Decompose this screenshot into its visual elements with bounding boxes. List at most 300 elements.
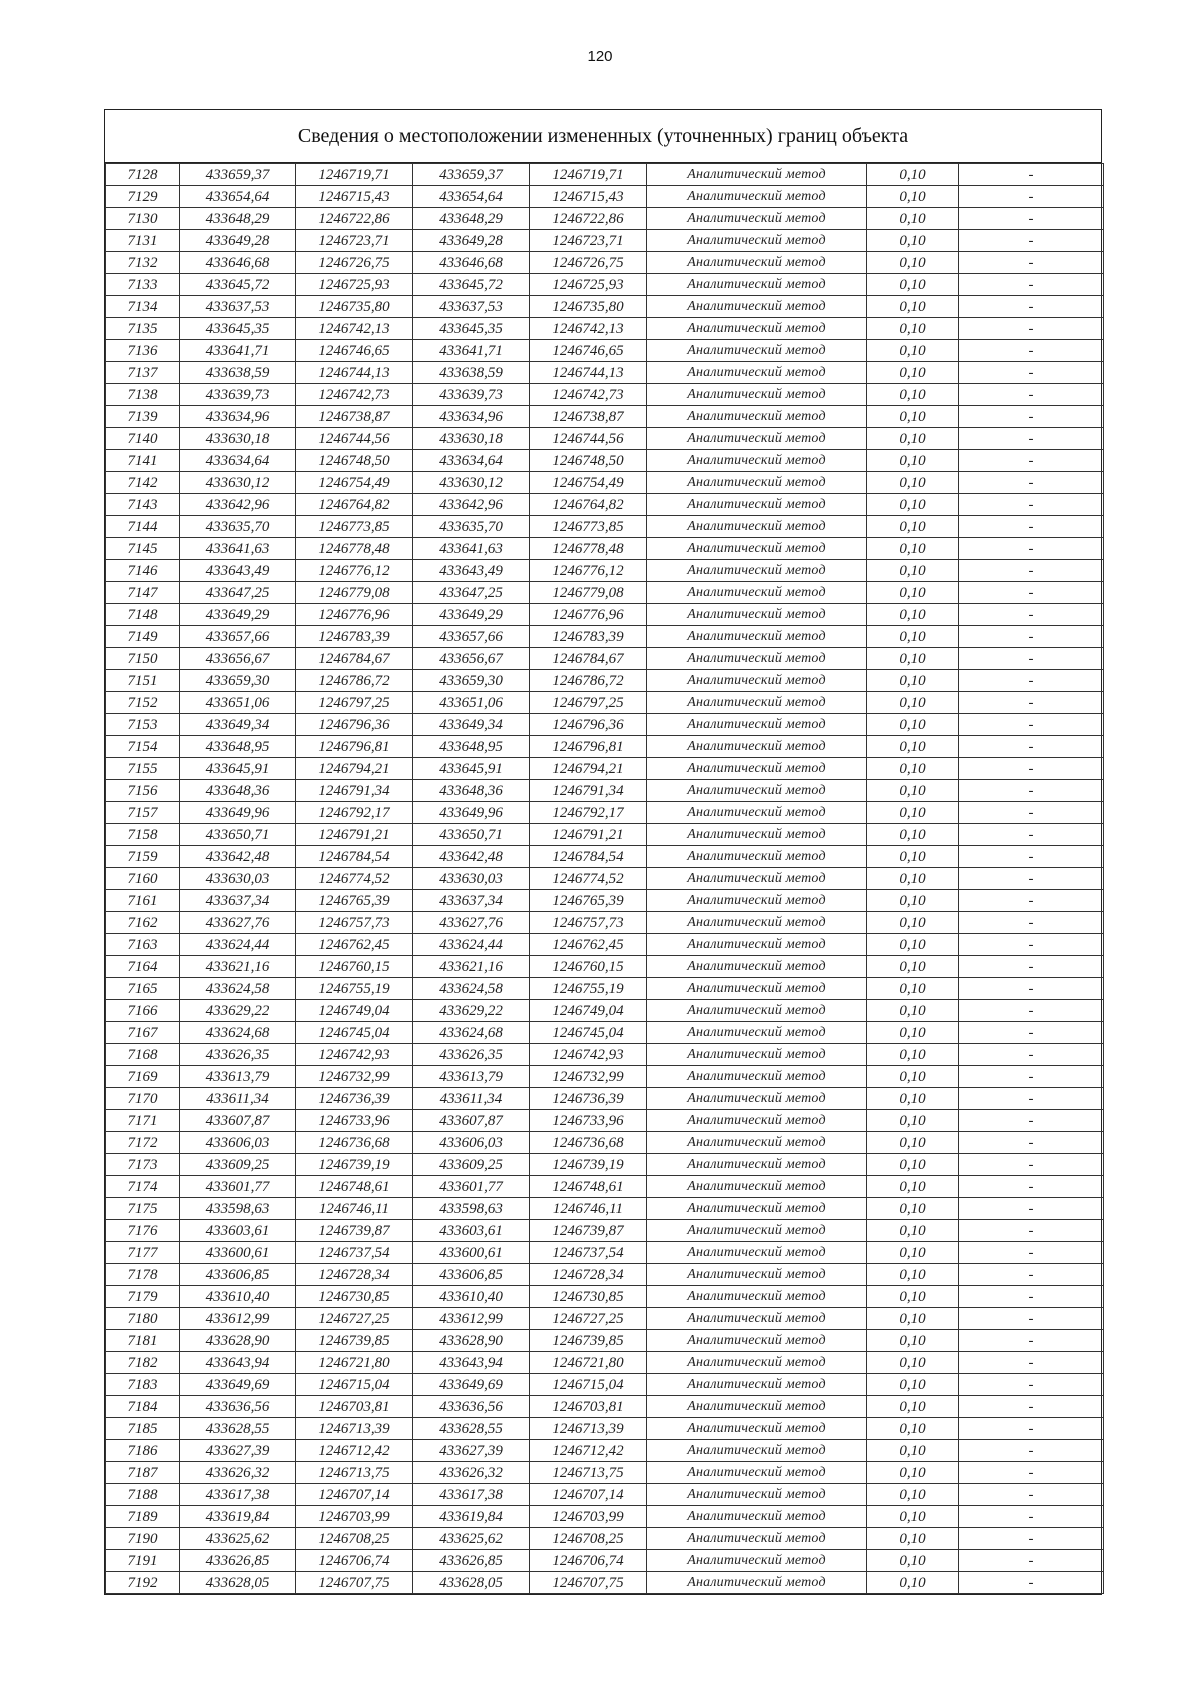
precision-cell: 0,10 [867, 1572, 959, 1594]
x-old-cell: 433629,22 [180, 1000, 296, 1022]
note-cell: - [959, 714, 1104, 736]
point-number-cell: 7168 [106, 1044, 180, 1066]
point-number-cell: 7140 [106, 428, 180, 450]
x-new-cell: 433627,76 [413, 912, 530, 934]
x-old-cell: 433634,96 [180, 406, 296, 428]
x-new-cell: 433607,87 [413, 1110, 530, 1132]
table-row [106, 626, 1104, 648]
y-old-cell: 1246713,75 [296, 1462, 413, 1484]
note-cell: - [959, 274, 1104, 296]
method-cell: Аналитический метод [647, 1506, 867, 1528]
note-cell: - [959, 538, 1104, 560]
precision-cell: 0,10 [867, 362, 959, 384]
point-number-cell: 7153 [106, 714, 180, 736]
point-number-cell: 7155 [106, 758, 180, 780]
method-cell: Аналитический метод [647, 538, 867, 560]
table-row [106, 1440, 1104, 1462]
table-row [106, 714, 1104, 736]
x-new-cell: 433606,85 [413, 1264, 530, 1286]
x-new-cell: 433601,77 [413, 1176, 530, 1198]
precision-cell: 0,10 [867, 560, 959, 582]
x-old-cell: 433659,30 [180, 670, 296, 692]
point-number-cell: 7151 [106, 670, 180, 692]
method-cell: Аналитический метод [647, 1198, 867, 1220]
x-old-cell: 433612,99 [180, 1308, 296, 1330]
precision-cell: 0,10 [867, 802, 959, 824]
table-row [106, 186, 1104, 208]
x-new-cell: 433624,44 [413, 934, 530, 956]
x-old-cell: 433649,28 [180, 230, 296, 252]
method-cell: Аналитический метод [647, 1066, 867, 1088]
y-old-cell: 1246707,75 [296, 1572, 413, 1594]
table-row [106, 670, 1104, 692]
method-cell: Аналитический метод [647, 1352, 867, 1374]
method-cell: Аналитический метод [647, 230, 867, 252]
table-row [106, 1506, 1104, 1528]
point-number-cell: 7179 [106, 1286, 180, 1308]
precision-cell: 0,10 [867, 1220, 959, 1242]
x-old-cell: 433630,03 [180, 868, 296, 890]
method-cell: Аналитический метод [647, 1330, 867, 1352]
precision-cell: 0,10 [867, 626, 959, 648]
point-number-cell: 7141 [106, 450, 180, 472]
x-new-cell: 433619,84 [413, 1506, 530, 1528]
x-old-cell: 433645,35 [180, 318, 296, 340]
y-new-cell: 1246738,87 [530, 406, 647, 428]
precision-cell: 0,10 [867, 1506, 959, 1528]
table-row [106, 318, 1104, 340]
y-old-cell: 1246735,80 [296, 296, 413, 318]
precision-cell: 0,10 [867, 1396, 959, 1418]
point-number-cell: 7186 [106, 1440, 180, 1462]
y-old-cell: 1246773,85 [296, 516, 413, 538]
point-number-cell: 7134 [106, 296, 180, 318]
x-new-cell: 433647,25 [413, 582, 530, 604]
x-old-cell: 433600,61 [180, 1242, 296, 1264]
point-number-cell: 7144 [106, 516, 180, 538]
x-old-cell: 433648,95 [180, 736, 296, 758]
table-title: Сведения о местоположении измененных (уточненных) границ объекта [105, 110, 1101, 163]
x-old-cell: 433659,37 [180, 164, 296, 186]
y-old-cell: 1246733,96 [296, 1110, 413, 1132]
table-row [106, 1264, 1104, 1286]
point-number-cell: 7173 [106, 1154, 180, 1176]
x-new-cell: 433611,34 [413, 1088, 530, 1110]
x-new-cell: 433629,22 [413, 1000, 530, 1022]
table-row [106, 1286, 1104, 1308]
y-new-cell: 1246721,80 [530, 1352, 647, 1374]
x-new-cell: 433642,96 [413, 494, 530, 516]
method-cell: Аналитический метод [647, 362, 867, 384]
precision-cell: 0,10 [867, 714, 959, 736]
y-old-cell: 1246744,13 [296, 362, 413, 384]
table-row [106, 1528, 1104, 1550]
precision-cell: 0,10 [867, 758, 959, 780]
table-row [106, 362, 1104, 384]
precision-cell: 0,10 [867, 780, 959, 802]
x-new-cell: 433641,63 [413, 538, 530, 560]
x-new-cell: 433643,94 [413, 1352, 530, 1374]
x-new-cell: 433626,35 [413, 1044, 530, 1066]
x-new-cell: 433649,69 [413, 1374, 530, 1396]
note-cell: - [959, 1154, 1104, 1176]
precision-cell: 0,10 [867, 604, 959, 626]
method-cell: Аналитический метод [647, 296, 867, 318]
method-cell: Аналитический метод [647, 1154, 867, 1176]
precision-cell: 0,10 [867, 406, 959, 428]
x-old-cell: 433627,39 [180, 1440, 296, 1462]
precision-cell: 0,10 [867, 934, 959, 956]
method-cell: Аналитический метод [647, 758, 867, 780]
table-row [106, 538, 1104, 560]
method-cell: Аналитический метод [647, 1286, 867, 1308]
x-old-cell: 433598,63 [180, 1198, 296, 1220]
table-row [106, 1110, 1104, 1132]
y-old-cell: 1246739,85 [296, 1330, 413, 1352]
y-new-cell: 1246757,73 [530, 912, 647, 934]
note-cell: - [959, 230, 1104, 252]
y-old-cell: 1246786,72 [296, 670, 413, 692]
point-number-cell: 7166 [106, 1000, 180, 1022]
y-old-cell: 1246739,87 [296, 1220, 413, 1242]
y-old-cell: 1246703,81 [296, 1396, 413, 1418]
point-number-cell: 7172 [106, 1132, 180, 1154]
x-old-cell: 433638,59 [180, 362, 296, 384]
table-row [106, 208, 1104, 230]
x-new-cell: 433625,62 [413, 1528, 530, 1550]
note-cell: - [959, 186, 1104, 208]
table-row [106, 692, 1104, 714]
x-new-cell: 433651,06 [413, 692, 530, 714]
y-old-cell: 1246792,17 [296, 802, 413, 824]
note-cell: - [959, 516, 1104, 538]
y-old-cell: 1246726,75 [296, 252, 413, 274]
table-row [106, 1242, 1104, 1264]
note-cell: - [959, 626, 1104, 648]
note-cell: - [959, 1418, 1104, 1440]
x-old-cell: 433626,32 [180, 1462, 296, 1484]
y-old-cell: 1246745,04 [296, 1022, 413, 1044]
y-old-cell: 1246764,82 [296, 494, 413, 516]
x-new-cell: 433638,59 [413, 362, 530, 384]
x-old-cell: 433637,53 [180, 296, 296, 318]
point-number-cell: 7185 [106, 1418, 180, 1440]
y-new-cell: 1246797,25 [530, 692, 647, 714]
note-cell: - [959, 428, 1104, 450]
note-cell: - [959, 978, 1104, 1000]
note-cell: - [959, 164, 1104, 186]
point-number-cell: 7146 [106, 560, 180, 582]
note-cell: - [959, 1506, 1104, 1528]
y-old-cell: 1246791,21 [296, 824, 413, 846]
y-old-cell: 1246776,96 [296, 604, 413, 626]
y-new-cell: 1246712,42 [530, 1440, 647, 1462]
x-old-cell: 433624,58 [180, 978, 296, 1000]
x-old-cell: 433621,16 [180, 956, 296, 978]
point-number-cell: 7170 [106, 1088, 180, 1110]
x-old-cell: 433654,64 [180, 186, 296, 208]
point-number-cell: 7162 [106, 912, 180, 934]
point-number-cell: 7132 [106, 252, 180, 274]
method-cell: Аналитический метод [647, 208, 867, 230]
note-cell: - [959, 1132, 1104, 1154]
y-new-cell: 1246726,75 [530, 252, 647, 274]
precision-cell: 0,10 [867, 384, 959, 406]
method-cell: Аналитический метод [647, 670, 867, 692]
table-row [106, 604, 1104, 626]
y-new-cell: 1246737,54 [530, 1242, 647, 1264]
y-new-cell: 1246715,04 [530, 1374, 647, 1396]
point-number-cell: 7135 [106, 318, 180, 340]
x-new-cell: 433637,53 [413, 296, 530, 318]
y-old-cell: 1246719,71 [296, 164, 413, 186]
y-new-cell: 1246792,17 [530, 802, 647, 824]
point-number-cell: 7128 [106, 164, 180, 186]
x-old-cell: 433609,25 [180, 1154, 296, 1176]
method-cell: Аналитический метод [647, 560, 867, 582]
y-new-cell: 1246739,85 [530, 1330, 647, 1352]
y-old-cell: 1246784,67 [296, 648, 413, 670]
y-old-cell: 1246727,25 [296, 1308, 413, 1330]
y-old-cell: 1246791,34 [296, 780, 413, 802]
note-cell: - [959, 450, 1104, 472]
x-new-cell: 433650,71 [413, 824, 530, 846]
y-old-cell: 1246721,80 [296, 1352, 413, 1374]
method-cell: Аналитический метод [647, 978, 867, 1000]
method-cell: Аналитический метод [647, 824, 867, 846]
y-new-cell: 1246794,21 [530, 758, 647, 780]
point-number-cell: 7184 [106, 1396, 180, 1418]
table-row [106, 406, 1104, 428]
y-new-cell: 1246786,72 [530, 670, 647, 692]
method-cell: Аналитический метод [647, 384, 867, 406]
precision-cell: 0,10 [867, 164, 959, 186]
y-old-cell: 1246746,65 [296, 340, 413, 362]
x-new-cell: 433628,05 [413, 1572, 530, 1594]
x-old-cell: 433650,71 [180, 824, 296, 846]
y-new-cell: 1246736,68 [530, 1132, 647, 1154]
x-new-cell: 433659,37 [413, 164, 530, 186]
x-old-cell: 433637,34 [180, 890, 296, 912]
note-cell: - [959, 1022, 1104, 1044]
note-cell: - [959, 648, 1104, 670]
precision-cell: 0,10 [867, 1462, 959, 1484]
note-cell: - [959, 1198, 1104, 1220]
note-cell: - [959, 1242, 1104, 1264]
table-row [106, 1044, 1104, 1066]
point-number-cell: 7165 [106, 978, 180, 1000]
point-number-cell: 7157 [106, 802, 180, 824]
note-cell: - [959, 1044, 1104, 1066]
precision-cell: 0,10 [867, 1022, 959, 1044]
precision-cell: 0,10 [867, 1528, 959, 1550]
y-old-cell: 1246707,14 [296, 1484, 413, 1506]
point-number-cell: 7176 [106, 1220, 180, 1242]
table-row [106, 450, 1104, 472]
y-old-cell: 1246748,61 [296, 1176, 413, 1198]
x-new-cell: 433648,29 [413, 208, 530, 230]
method-cell: Аналитический метод [647, 648, 867, 670]
y-old-cell: 1246713,39 [296, 1418, 413, 1440]
precision-cell: 0,10 [867, 1198, 959, 1220]
point-number-cell: 7181 [106, 1330, 180, 1352]
precision-cell: 0,10 [867, 670, 959, 692]
precision-cell: 0,10 [867, 1484, 959, 1506]
method-cell: Аналитический метод [647, 274, 867, 296]
x-old-cell: 433645,72 [180, 274, 296, 296]
y-old-cell: 1246776,12 [296, 560, 413, 582]
x-old-cell: 433641,63 [180, 538, 296, 560]
precision-cell: 0,10 [867, 516, 959, 538]
note-cell: - [959, 494, 1104, 516]
x-old-cell: 433630,12 [180, 472, 296, 494]
method-cell: Аналитический метод [647, 714, 867, 736]
precision-cell: 0,10 [867, 912, 959, 934]
x-new-cell: 433630,03 [413, 868, 530, 890]
x-new-cell: 433645,91 [413, 758, 530, 780]
point-number-cell: 7152 [106, 692, 180, 714]
note-cell: - [959, 670, 1104, 692]
note-cell: - [959, 296, 1104, 318]
x-old-cell: 433648,36 [180, 780, 296, 802]
precision-cell: 0,10 [867, 428, 959, 450]
x-new-cell: 433641,71 [413, 340, 530, 362]
y-new-cell: 1246723,71 [530, 230, 647, 252]
y-old-cell: 1246784,54 [296, 846, 413, 868]
table-row [106, 824, 1104, 846]
x-old-cell: 433619,84 [180, 1506, 296, 1528]
y-new-cell: 1246728,34 [530, 1264, 647, 1286]
x-old-cell: 433642,96 [180, 494, 296, 516]
table-row [106, 164, 1104, 186]
table-row [106, 472, 1104, 494]
note-cell: - [959, 736, 1104, 758]
point-number-cell: 7145 [106, 538, 180, 560]
precision-cell: 0,10 [867, 1132, 959, 1154]
x-old-cell: 433626,35 [180, 1044, 296, 1066]
table-row [106, 1418, 1104, 1440]
note-cell: - [959, 1220, 1104, 1242]
precision-cell: 0,10 [867, 1088, 959, 1110]
y-old-cell: 1246732,99 [296, 1066, 413, 1088]
method-cell: Аналитический метод [647, 626, 867, 648]
precision-cell: 0,10 [867, 978, 959, 1000]
table-row [106, 1088, 1104, 1110]
y-new-cell: 1246703,81 [530, 1396, 647, 1418]
note-cell: - [959, 1176, 1104, 1198]
y-old-cell: 1246783,39 [296, 626, 413, 648]
note-cell: - [959, 472, 1104, 494]
precision-cell: 0,10 [867, 648, 959, 670]
table-row [106, 1000, 1104, 1022]
precision-cell: 0,10 [867, 208, 959, 230]
x-new-cell: 433648,36 [413, 780, 530, 802]
method-cell: Аналитический метод [647, 1176, 867, 1198]
x-new-cell: 433624,58 [413, 978, 530, 1000]
x-new-cell: 433624,68 [413, 1022, 530, 1044]
y-old-cell: 1246737,54 [296, 1242, 413, 1264]
x-new-cell: 433598,63 [413, 1198, 530, 1220]
x-new-cell: 433630,12 [413, 472, 530, 494]
table-row [106, 1198, 1104, 1220]
point-number-cell: 7163 [106, 934, 180, 956]
y-old-cell: 1246762,45 [296, 934, 413, 956]
precision-cell: 0,10 [867, 890, 959, 912]
method-cell: Аналитический метод [647, 780, 867, 802]
y-old-cell: 1246725,93 [296, 274, 413, 296]
x-new-cell: 433626,85 [413, 1550, 530, 1572]
note-cell: - [959, 890, 1104, 912]
method-cell: Аналитический метод [647, 1044, 867, 1066]
x-old-cell: 433656,67 [180, 648, 296, 670]
y-new-cell: 1246784,67 [530, 648, 647, 670]
y-new-cell: 1246755,19 [530, 978, 647, 1000]
y-new-cell: 1246776,96 [530, 604, 647, 626]
table-row [106, 736, 1104, 758]
x-old-cell: 433657,66 [180, 626, 296, 648]
x-old-cell: 433607,87 [180, 1110, 296, 1132]
y-new-cell: 1246776,12 [530, 560, 647, 582]
point-number-cell: 7169 [106, 1066, 180, 1088]
point-number-cell: 7131 [106, 230, 180, 252]
y-new-cell: 1246713,75 [530, 1462, 647, 1484]
x-old-cell: 433601,77 [180, 1176, 296, 1198]
y-old-cell: 1246739,19 [296, 1154, 413, 1176]
y-new-cell: 1246796,81 [530, 736, 647, 758]
y-old-cell: 1246778,48 [296, 538, 413, 560]
point-number-cell: 7164 [106, 956, 180, 978]
method-cell: Аналитический метод [647, 1022, 867, 1044]
point-number-cell: 7150 [106, 648, 180, 670]
precision-cell: 0,10 [867, 186, 959, 208]
x-old-cell: 433628,05 [180, 1572, 296, 1594]
x-old-cell: 433645,91 [180, 758, 296, 780]
point-number-cell: 7137 [106, 362, 180, 384]
table-row [106, 868, 1104, 890]
precision-cell: 0,10 [867, 1110, 959, 1132]
y-old-cell: 1246742,13 [296, 318, 413, 340]
note-cell: - [959, 340, 1104, 362]
point-number-cell: 7175 [106, 1198, 180, 1220]
precision-cell: 0,10 [867, 274, 959, 296]
y-new-cell: 1246708,25 [530, 1528, 647, 1550]
point-number-cell: 7159 [106, 846, 180, 868]
x-new-cell: 433630,18 [413, 428, 530, 450]
method-cell: Аналитический метод [647, 340, 867, 362]
method-cell: Аналитический метод [647, 1132, 867, 1154]
point-number-cell: 7136 [106, 340, 180, 362]
x-old-cell: 433617,38 [180, 1484, 296, 1506]
page-number: 120 [587, 48, 613, 65]
table-row [106, 1550, 1104, 1572]
y-old-cell: 1246765,39 [296, 890, 413, 912]
x-old-cell: 433642,48 [180, 846, 296, 868]
precision-cell: 0,10 [867, 846, 959, 868]
x-new-cell: 433643,49 [413, 560, 530, 582]
x-new-cell: 433612,99 [413, 1308, 530, 1330]
note-cell: - [959, 252, 1104, 274]
x-old-cell: 433625,62 [180, 1528, 296, 1550]
method-cell: Аналитический метод [647, 1110, 867, 1132]
x-new-cell: 433654,64 [413, 186, 530, 208]
method-cell: Аналитический метод [647, 1572, 867, 1594]
y-new-cell: 1246760,15 [530, 956, 647, 978]
y-new-cell: 1246713,39 [530, 1418, 647, 1440]
x-old-cell: 433624,44 [180, 934, 296, 956]
x-new-cell: 433656,67 [413, 648, 530, 670]
y-old-cell: 1246779,08 [296, 582, 413, 604]
note-cell: - [959, 560, 1104, 582]
